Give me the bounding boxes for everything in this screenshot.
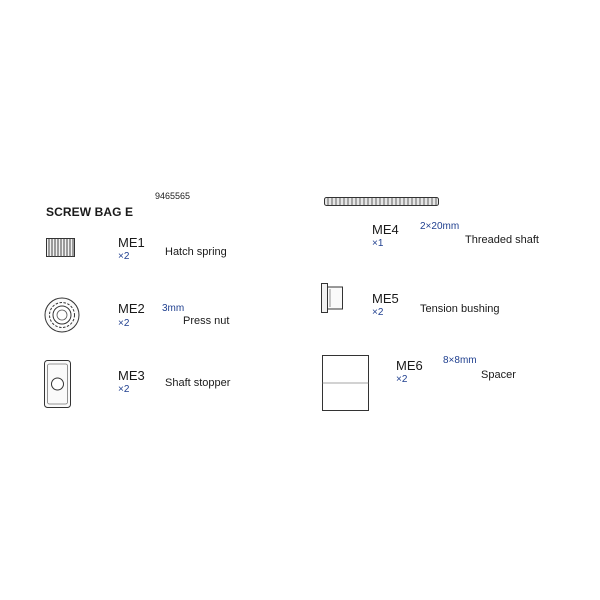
part-qty: ×2 (118, 318, 130, 329)
part-code: ME3 (118, 368, 145, 383)
shaft-stopper-icon (44, 360, 74, 410)
part-size: 3mm (162, 303, 185, 314)
part-code: ME6 (396, 358, 423, 373)
part-qty: ×1 (372, 238, 384, 249)
part-qty: ×2 (118, 251, 130, 262)
part-name: Press nut (183, 315, 230, 327)
press-nut-icon (42, 295, 82, 335)
part-size: 8×8mm (443, 355, 477, 366)
part-name: Shaft stopper (165, 377, 231, 389)
part-size: 2×20mm (420, 221, 460, 232)
part-name: Spacer (481, 369, 516, 381)
part-qty: ×2 (372, 307, 384, 318)
tension-bushing-icon (321, 283, 347, 315)
part-name: Hatch spring (165, 246, 227, 258)
part-code: ME4 (372, 222, 399, 237)
part-name: Tension bushing (420, 303, 500, 315)
part-qty: ×2 (118, 384, 130, 395)
bag-title: SCREW BAG E (46, 205, 134, 219)
part-qty: ×2 (396, 374, 408, 385)
part-code: ME1 (118, 235, 145, 250)
threaded-shaft-icon (324, 197, 440, 207)
part-number: 9465565 (155, 191, 191, 201)
part-name: Threaded shaft (465, 234, 539, 246)
part-code: ME5 (372, 291, 399, 306)
spacer-icon (322, 355, 372, 413)
hatch-spring-icon (46, 238, 76, 258)
part-code: ME2 (118, 301, 145, 316)
